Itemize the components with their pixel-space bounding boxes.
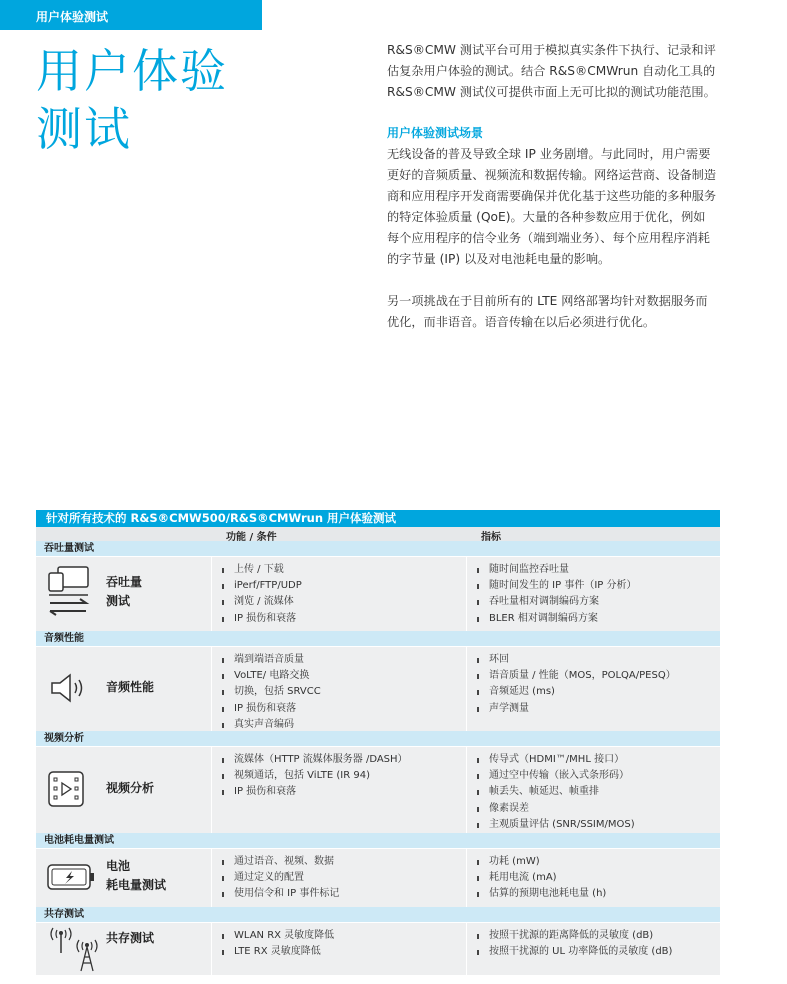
speaker-icon <box>46 673 90 703</box>
list-item: 端到端语音质量 <box>222 652 467 668</box>
table-row-coexistence <box>36 922 720 975</box>
list-item: 声学测量 <box>477 701 721 717</box>
page-title-line2: 测试 <box>36 102 132 156</box>
section-header-throughput: 吞吐量测试 <box>36 541 720 556</box>
metrics-cell <box>466 557 721 631</box>
list-item: IP 损伤和衰落 <box>222 611 467 627</box>
section-header-audio: 音频性能 <box>36 631 720 646</box>
intro-paragraph-1: R&S®CMW 测试平台可用于模拟真实条件下执行、记录和评估复杂用户体验的测试。结合 R&S®CMWrun 自动化工具的 R&S®CMW 测试仪可提供市面上无可比拟的测试功能范围。 <box>387 43 716 99</box>
section-header-video: 视频分析 <box>36 731 720 746</box>
video-icon <box>46 769 86 809</box>
row-label-line1: 电池 <box>106 859 131 873</box>
header-tab-label: 用户体验测试 <box>36 10 109 24</box>
intro-paragraph-3: 另一项挑战在于目前所有的 LTE 网络部署均针对数据服务而优化，而非语音。语音传输在以后必须进行优化。 <box>387 294 708 329</box>
functions-cell <box>211 849 467 907</box>
metrics-cell <box>466 747 721 833</box>
header-tab <box>0 0 262 30</box>
row-label-line1: 吞吐量 <box>106 575 143 589</box>
intro-text <box>387 40 717 333</box>
list-item: 上传 / 下载 <box>222 562 467 578</box>
row-label-coexistence <box>106 929 154 948</box>
list-item: 随时间发生的 IP 事件（IP 分析） <box>477 578 721 594</box>
row-label-video <box>106 779 154 798</box>
list-item: 视频通话，包括 ViLTE (IR 94) <box>222 768 467 784</box>
functions-cell <box>211 647 467 731</box>
list-item: 语音质量 / 性能（MOS，POLQA/PESQ） <box>477 668 721 684</box>
section-header-coexistence: 共存测试 <box>36 907 720 922</box>
list-item: IP 损伤和衰落 <box>222 701 467 717</box>
list-item: LTE RX 灵敏度降低 <box>222 944 467 960</box>
antenna-tower-icon <box>46 925 100 973</box>
functions-cell <box>211 557 467 631</box>
row-label-cell <box>36 557 210 631</box>
row-label-battery <box>106 857 166 895</box>
list-item: 音频延迟 (ms) <box>477 684 721 700</box>
metrics-cell <box>466 849 721 907</box>
section-header-battery: 电池耗电量测试 <box>36 833 720 848</box>
list-item: 吞吐量相对调制编码方案 <box>477 594 721 610</box>
list-item: 估算的预期电池耗电量 (h) <box>477 886 721 902</box>
list-item: IP 损伤和衰落 <box>222 784 467 800</box>
list-item: VoLTE/ 电路交换 <box>222 668 467 684</box>
col-header-metrics: 指标 <box>481 532 501 543</box>
row-label-throughput <box>106 573 142 611</box>
row-label-audio <box>106 678 154 697</box>
list-item: 按照干扰源的 UL 功率降低的灵敏度 (dB) <box>477 944 721 960</box>
table-header-row <box>36 527 720 541</box>
table-row-video <box>36 746 720 833</box>
col-header-functions: 功能 / 条件 <box>226 532 277 543</box>
list-item: 耗用电流 (mA) <box>477 870 721 886</box>
list-item: 流媒体（HTTP 流媒体服务器 /DASH） <box>222 752 467 768</box>
intro-paragraph-2: 无线设备的普及导致全球 IP 业务剧增。与此同时，用户需要更好的音频质量、视频流和数据传输。网络运营商、设备制造商和应用程序开发商需要确保并优化基于这些功能的多种服务的特定体验质量 (QoE)。大量的各种参数应用于优化，例如每个应用程序的信令业务（端到端业务）、每个应用程序消耗的字节量 (IP) 以及对电池耗电量的影响。 <box>387 147 717 266</box>
list-item: 浏览 / 流媒体 <box>222 594 467 610</box>
list-item: 通过定义的配置 <box>222 870 467 886</box>
list-item: iPerf/FTP/UDP <box>222 578 467 594</box>
intro-subhead: 用户体验测试场景 <box>387 126 484 140</box>
row-label-cell <box>36 747 210 833</box>
list-item: 通过语音、视频、数据 <box>222 854 467 870</box>
functions-cell <box>211 923 467 975</box>
list-item: 传导式（HDMI™/MHL 接口） <box>477 752 721 768</box>
list-item: 环回 <box>477 652 721 668</box>
row-label-line2: 测试 <box>106 594 131 608</box>
list-item: 功耗 (mW) <box>477 854 721 870</box>
functions-cell <box>211 747 467 833</box>
row-label-line1: 共存测试 <box>106 931 155 945</box>
list-item: WLAN RX 灵敏度降低 <box>222 928 467 944</box>
row-label-line2: 耗电量测试 <box>106 878 167 892</box>
row-label-cell <box>36 647 210 731</box>
list-item: 帧丢失、帧延迟、帧重排 <box>477 784 721 800</box>
row-label-cell <box>36 849 210 907</box>
row-label-line1: 视频分析 <box>106 781 155 795</box>
list-item: 使用信令和 IP 事件标记 <box>222 886 467 902</box>
list-item: 切换，包括 SRVCC <box>222 684 467 700</box>
page-title-line1: 用户体验 <box>36 44 228 98</box>
metrics-cell <box>466 923 721 975</box>
list-item: 真实声音编码 <box>222 717 467 733</box>
list-item: 按照干扰源的距离降低的灵敏度 (dB) <box>477 928 721 944</box>
metrics-cell <box>466 647 721 731</box>
page-title <box>36 42 228 158</box>
table-row-throughput <box>36 556 720 631</box>
battery-icon <box>46 861 96 893</box>
row-label-cell <box>36 923 210 975</box>
table-title: 针对所有技术的 R&S®CMW500/R&S®CMWrun 用户体验测试 <box>36 510 720 527</box>
row-label-line1: 音频性能 <box>106 680 155 694</box>
throughput-icon <box>46 565 94 621</box>
ux-test-table <box>36 510 720 975</box>
table-row-audio <box>36 646 720 731</box>
list-item: 像素误差 <box>477 801 721 817</box>
list-item: BLER 相对调制编码方案 <box>477 611 721 627</box>
list-item: 主观质量评估 (SNR/SSIM/MOS) <box>477 817 721 833</box>
list-item: 通过空中传输（嵌入式条形码） <box>477 768 721 784</box>
table-row-battery <box>36 848 720 907</box>
list-item: 随时间监控吞吐量 <box>477 562 721 578</box>
